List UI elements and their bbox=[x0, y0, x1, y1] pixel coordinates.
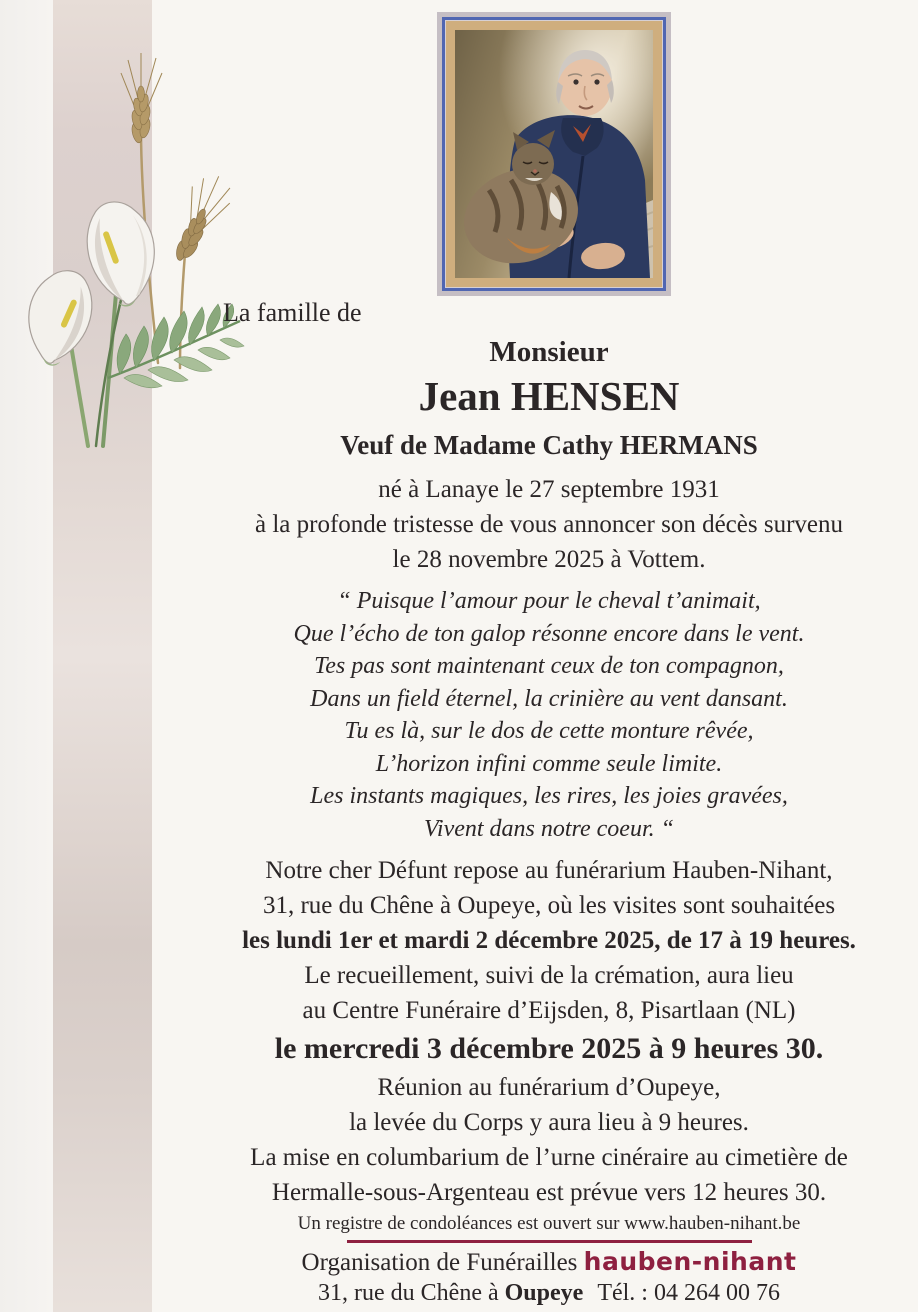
repose-line-1: Notre cher Défunt repose au funérarium Hauben-Nihant, bbox=[265, 857, 833, 884]
poem-line: Dans un field éternel, la crinière au vent dansant. bbox=[310, 685, 788, 712]
footer-divider-line bbox=[347, 1240, 752, 1243]
visits-schedule-line: les lundi 1er et mardi 2 décembre 2025, de 17 à 19 heures. bbox=[242, 927, 856, 954]
announcement-block bbox=[190, 472, 908, 577]
widower-line: Veuf de Madame Cathy HERMANS bbox=[340, 430, 758, 460]
announce-line-2: le 28 novembre 2025 à Vottem. bbox=[392, 546, 706, 573]
funeral-home-logo-text: hauben-nihant bbox=[583, 1247, 797, 1276]
funeral-home-line bbox=[190, 1247, 908, 1278]
poem-line: Que l’écho de ton galop résonne encore dans le vent. bbox=[293, 620, 805, 647]
announcement-text-column bbox=[190, 0, 908, 1308]
columbarium-line-2: Hermalle-sous-Argenteau est prévue vers 12 heures 30. bbox=[271, 1179, 827, 1206]
poem-line: “ Puisque l’amour pour le cheval t’animait, bbox=[337, 588, 761, 614]
poem-line: Les instants magiques, les rires, les joies gravées, bbox=[310, 783, 788, 809]
organisation-label: Organisation de Funérailles bbox=[301, 1249, 584, 1276]
deceased-name: Jean HENSEN bbox=[418, 373, 680, 419]
poem-line: Vivent dans notre coeur. “ bbox=[424, 815, 674, 842]
address-prefix: 31, rue du Chêne à bbox=[318, 1280, 505, 1306]
reunion-line-2: la levée du Corps y aura lieu à 9 heures. bbox=[349, 1109, 749, 1136]
reunion-line-1: Réunion au funérarium d’Oupeye, bbox=[377, 1074, 721, 1101]
birth-line: né à Lanaye le 27 septembre 1931 bbox=[378, 476, 720, 503]
columbarium-line-1: La mise en columbarium de l’urne cinéraire au cimetière de bbox=[250, 1144, 848, 1171]
honorific-title: Monsieur bbox=[489, 336, 609, 368]
intro-line: La famille de bbox=[223, 298, 362, 327]
calla-lily-upper bbox=[79, 195, 166, 312]
repose-line-2: 31, rue du Chêne à Oupeye, où les visites sont souhaitées bbox=[262, 892, 836, 919]
wheat-head-upper bbox=[121, 53, 162, 144]
memorial-poem bbox=[190, 585, 908, 845]
funeral-home-address-line bbox=[190, 1278, 908, 1308]
cremation-date-line: le mercredi 3 décembre 2025 à 9 heures 30. bbox=[274, 1032, 824, 1065]
cremation-line-2: au Centre Funéraire d’Eijsden, 8, Pisartlaan (NL) bbox=[302, 997, 796, 1024]
funeral-details-block bbox=[190, 853, 908, 1210]
calla-lily-lower bbox=[16, 263, 102, 373]
cremation-line-1: Le recueillement, suivi de la crémation, aura lieu bbox=[304, 962, 794, 989]
phone-number: Tél. : 04 264 00 76 bbox=[597, 1280, 780, 1306]
announce-line-1: à la profonde tristesse de vous annoncer son décès survenu bbox=[254, 511, 843, 538]
poem-line: L’horizon infini comme seule limite. bbox=[375, 750, 723, 777]
condolence-register-line: Un registre de condoléances est ouvert sur www.hauben-nihant.be bbox=[297, 1213, 801, 1234]
poem-line: Tes pas sont maintenant ceux de ton compagnon, bbox=[314, 653, 784, 679]
address-city: Oupeye bbox=[504, 1280, 584, 1306]
poem-line: Tu es là, sur le dos de cette monture rêvée, bbox=[344, 718, 754, 744]
